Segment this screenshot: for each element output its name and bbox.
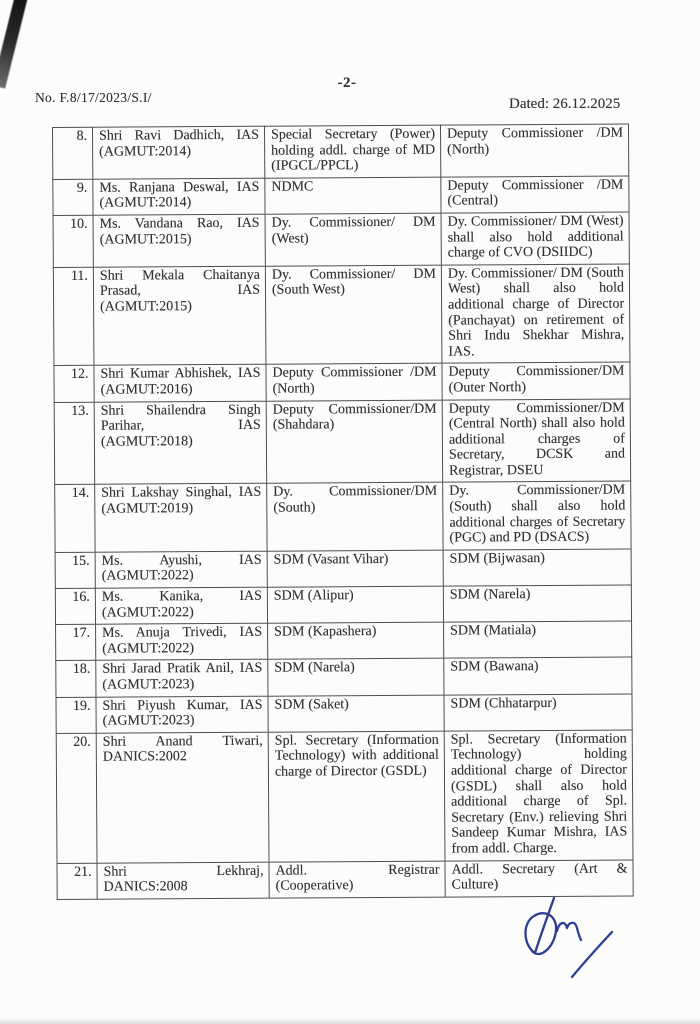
table-row	[54, 362, 630, 402]
officer-name-cell: Shri Anand Tiwari, DANICS:2002	[96, 732, 269, 863]
officer-name-cell: Shri Lakshay Singhal, IAS (AGMUT:2019)	[95, 484, 267, 552]
new-posting-cell: Deputy Commissioner/DM (Outer North)	[442, 362, 630, 399]
serial-number-cell: 13.	[54, 402, 95, 485]
table-row	[56, 657, 632, 697]
document-header	[0, 0, 700, 127]
new-posting-cell: Spl. Secretary (Information Technology) holding additional charge of Director (GSDL) shall also hold additional charge of Spl. Secretary (Env.) relieving Shri Sandeep Kumar Mishra, IAS from addl. Charge.	[444, 730, 633, 861]
signature-ink	[520, 895, 632, 987]
serial-number-cell: 16.	[55, 588, 95, 624]
serial-number-cell: 17.	[56, 624, 96, 660]
officer-name-cell: Ms. Ranjana Deswal, IAS (AGMUT:2014)	[93, 178, 265, 215]
serial-number-cell: 11.	[53, 267, 94, 366]
officer-name-cell: Ms. Anuja Trivedi, IAS (AGMUT:2022)	[96, 623, 268, 660]
new-posting-cell: Dy. Commissioner/ DM (West) shall also hold additional charge of CVO (DSIIDC)	[441, 212, 629, 265]
transfer-posting-table	[52, 123, 634, 899]
present-posting-cell: Dy. Commissioner/DM (South)	[267, 483, 443, 551]
transfer-table-body	[53, 124, 634, 899]
new-posting-cell: SDM (Bijwasan)	[443, 549, 631, 586]
new-posting-cell: SDM (Narela)	[443, 585, 631, 622]
officer-name-cell: Shri Shailendra Singh Parihar, IAS (AGMUT:2018)	[94, 401, 267, 485]
present-posting-cell: Dy. Commissioner/ DM (West)	[265, 213, 441, 266]
present-posting-cell: SDM (Saket)	[268, 695, 444, 732]
serial-number-cell: 20.	[56, 733, 97, 863]
present-posting-cell: SDM (Vasant Vihar)	[267, 550, 443, 587]
new-posting-cell: Deputy Commissioner /DM (Central)	[441, 176, 629, 213]
serial-number-cell: 12.	[54, 366, 94, 402]
serial-number-cell: 18.	[56, 661, 96, 697]
officer-name-cell: Shri Ravi Dadhich, IAS (AGMUT:2014)	[93, 126, 265, 179]
table-row	[53, 264, 630, 366]
file-number: No. F.8/17/2023/S.I/	[35, 90, 152, 105]
table-row	[53, 212, 629, 267]
present-posting-cell: NDMC	[265, 177, 441, 214]
new-posting-cell: Addl. Secretary (Art & Culture)	[445, 859, 633, 896]
serial-number-cell: 9.	[53, 179, 93, 215]
officer-name-cell: Shri Kumar Abhishek, IAS (AGMUT:2016)	[94, 365, 266, 402]
new-posting-cell: Dy. Commissioner/ DM (South West) shall also hold additional charge of Director (Panchayat) on retirement of Shri Indu Shekhar Mishra, IAS.	[441, 264, 630, 364]
table-row	[57, 859, 633, 899]
table-row	[55, 585, 631, 625]
present-posting-cell: Dy. Commissioner/ DM (South West)	[265, 265, 442, 365]
officer-name-cell: Shri Mekala Chaitanya Prasad, IAS (AGMUT:2015)	[93, 266, 266, 366]
serial-number-cell: 8.	[53, 127, 93, 179]
table-row	[54, 398, 630, 484]
table-row	[55, 481, 631, 552]
new-posting-cell: Deputy Commissioner/DM (Central North) shall also hold additional charges of Secretary, DCSK and Registrar, DSEU	[442, 398, 631, 482]
present-posting-cell: Deputy Commissioner/DM (Shahdara)	[266, 400, 443, 484]
present-posting-cell: SDM (Alipur)	[267, 586, 443, 623]
table-row	[55, 549, 631, 589]
new-posting-cell: Dy. Commissioner/DM (South) shall also hold additional charges of Secretary (PGC) and PD (DSACS)	[443, 481, 631, 550]
table-row	[53, 124, 629, 179]
new-posting-cell: SDM (Matiala)	[444, 621, 632, 658]
new-posting-cell: SDM (Bawana)	[444, 657, 632, 694]
officer-name-cell: Shri Lekhraj, DANICS:2008	[97, 862, 269, 899]
document-date: Dated: 26.12.2025	[509, 96, 621, 112]
new-posting-cell: Deputy Commissioner /DM (North)	[440, 124, 628, 177]
serial-number-cell: 21.	[57, 863, 97, 899]
officer-name-cell: Shri Jarad Pratik Anil, IAS (AGMUT:2023)	[96, 660, 268, 697]
present-posting-cell: Deputy Commissioner /DM (North)	[266, 363, 442, 400]
table-row	[56, 621, 632, 661]
officer-name-cell: Ms. Ayushi, IAS (AGMUT:2022)	[95, 551, 267, 588]
present-posting-cell: Addl. Registrar (Cooperative)	[269, 861, 445, 898]
new-posting-cell: SDM (Chhatarpur)	[444, 694, 632, 731]
present-posting-cell: SDM (Narela)	[268, 659, 444, 696]
table-row	[56, 694, 632, 734]
officer-name-cell: Ms. Vandana Rao, IAS (AGMUT:2015)	[93, 214, 265, 267]
present-posting-cell: Spl. Secretary (Information Technology) with additional charge of Director (GSDL)	[268, 731, 445, 862]
scan-bottom-edge-artifact	[0, 1018, 700, 1024]
table-row	[53, 176, 629, 216]
serial-number-cell: 14.	[55, 485, 95, 553]
table-row	[56, 730, 633, 863]
serial-number-cell: 10.	[53, 215, 93, 267]
officer-name-cell: Ms. Kanika, IAS (AGMUT:2022)	[95, 587, 267, 624]
present-posting-cell: Special Secretary (Power) holding addl. charge of MD (IPGCL/PPCL)	[264, 125, 440, 178]
present-posting-cell: SDM (Kapashera)	[268, 622, 444, 659]
serial-number-cell: 19.	[56, 697, 96, 733]
signature-area	[0, 895, 700, 987]
page-number: -2-	[337, 75, 357, 91]
officer-name-cell: Shri Piyush Kumar, IAS (AGMUT:2023)	[96, 696, 268, 733]
serial-number-cell: 15.	[55, 552, 95, 588]
